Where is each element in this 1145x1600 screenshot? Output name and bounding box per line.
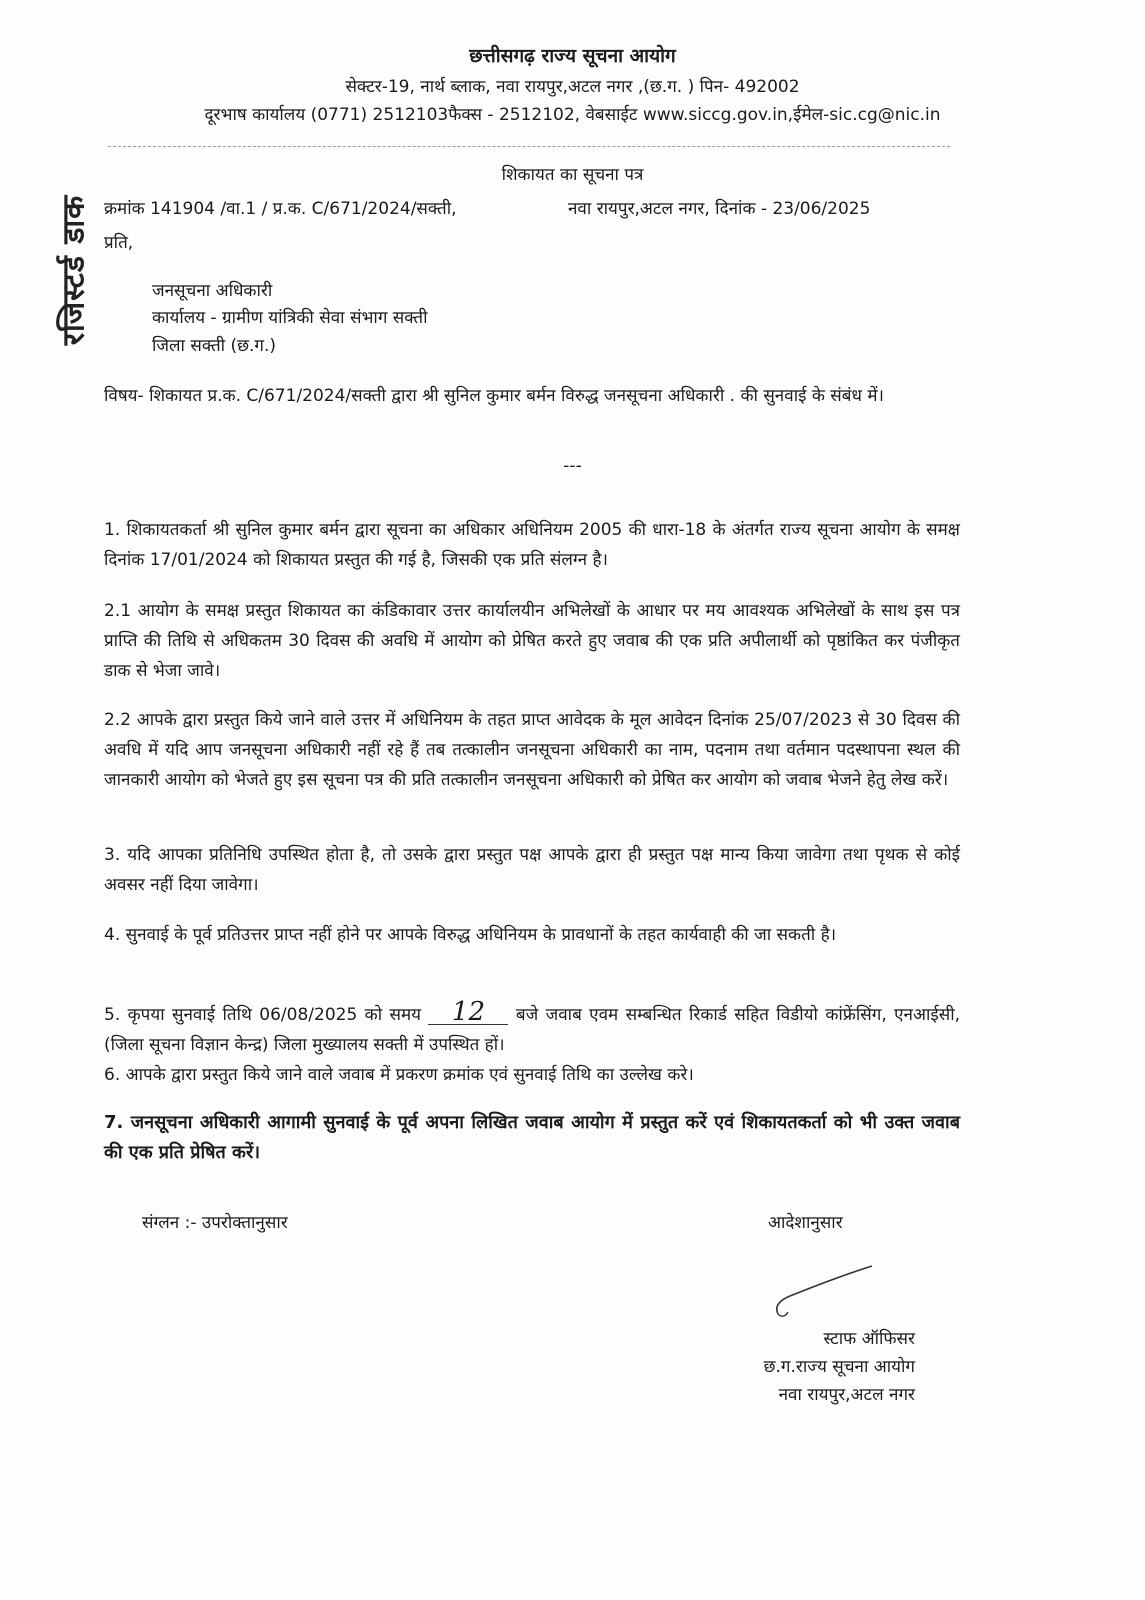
paragraph-7: 7. जनसूचना अधिकारी आगामी सुनवाई के पूर्व अपना लिखित जवाब आयोग में प्रस्तुत करें एवं शिकायतकर्ता को भी उक्त जवाब की एक प्रति प्रेषित करें।: [104, 1112, 960, 1163]
paragraph-1: 1. शिकायतकर्ता श्री सुनिल कुमार बर्मन द्वारा सूचना का अधिकार अधिनियम 2005 की धारा-18 के अंतर्गत राज्य सूचना आयोग के समक्ष दिनांक 17/01/2024 को शिकायत प्रस्तुत की गई है, जिसकी एक प्रति संलग्न है।: [104, 520, 960, 570]
to-label: प्रति,: [104, 233, 134, 253]
place-and-date: नवा रायपुर,अटल नगर, दिनांक - 23/06/2025: [568, 199, 871, 219]
paragraph-3: 3. यदि आपका प्रतिनिधि उपस्थित होता है, तो उसके द्वारा प्रस्तुत पक्ष आपके द्वारा ही प्रस्तुत पक्ष मान्य किया जावेगा तथा पृथक से कोई अवसर नहीं दिया जावेगा।: [104, 845, 960, 895]
enclosure: संग्लन :- उपरोक्तानुसार: [142, 1213, 288, 1233]
paragraph-5-rest: बजे जवाब एवम सम्बन्धित रिकार्ड सहित विडीयो कांफ्रेंसिंग, एनआईसी,(जिला सूचना विज्ञान केन्द्र) जिला मुख्यालय सक्ती में उपस्थित हों।: [104, 1005, 961, 1055]
registered-post-stamp: [46, 180, 98, 360]
signatory-place: नवा रायपुर,अटल नगर: [778, 1385, 915, 1405]
handwritten-time: 12: [428, 1000, 508, 1025]
signature: [770, 1262, 880, 1322]
recipient-line: जनसूचना अधिकारी: [152, 281, 273, 301]
separator: ---: [563, 456, 582, 476]
recipient-line: जिला सक्ती (छ.ग.): [152, 336, 277, 356]
stamp-text: रजिस्टर्ड डाक: [56, 194, 92, 346]
recipient-line: कार्यालय - ग्रामीण यांत्रिकी सेवा संभाग सक्ती: [152, 308, 428, 328]
paragraph-6: 6. आपके द्वारा प्रस्तुत किये जाने वाले जवाब में प्रकरण क्रमांक एवं सुनवाई तिथि का उल्लेख करे।: [104, 1065, 694, 1085]
org-contact: दूरभाष कार्यालय (0771) 2512103फैक्स - 2512102, वेबसाईट www.siccg.gov.in,ईमेल-sic.cg@nic.in: [204, 105, 941, 125]
header-divider: [108, 146, 950, 147]
signatory-title: स्टाफ ऑफिसर: [823, 1329, 915, 1349]
signatory-org: छ.ग.राज्य सूचना आयोग: [763, 1357, 915, 1377]
reference-number: क्रमांक 141904 /वा.1 / प्र.क. C/671/2024/सक्ती,: [104, 199, 457, 219]
by-order: आदेशानुसार: [768, 1213, 843, 1233]
paragraph-5: [104, 997, 961, 1060]
letter-type: शिकायत का सूचना पत्र: [501, 165, 644, 185]
subject: विषय- शिकायत प्र.क. C/671/2024/सक्ती द्वारा श्री सुनिल कुमार बर्मन विरुद्ध जनसूचना अधिकारी . की सुनवाई के संबंध में।: [104, 386, 884, 406]
org-address: सेक्टर-19, नार्थ ब्लाक, नवा रायपुर,अटल नगर ,(छ.ग. ) पिन- 492002: [345, 77, 800, 97]
paragraph-4: 4. सुनवाई के पूर्व प्रतिउत्तर प्राप्त नहीं होने पर आपके विरुद्ध अधिनियम के प्रावधानों के तहत कार्यवाही की जा सकती है।: [104, 925, 837, 945]
paragraph-2-2: 2.2 आपके द्वारा प्रस्तुत किये जाने वाले उत्तर में अधिनियम के तहत प्राप्त आवेदक के मूल आवेदन दिनांक 25/07/2023 से 30 दिवस की अवधि में यदि आप जनसूचना अधिकारी नहीं रहे हैं तब तत्कालीन जनसूचना अधिकारी का नाम, पदनाम तथा वर्तमान पदस्थापना स्थल की जानकारी आयोग को भेजते हुए इस सूचना पत्र की प्रति तत्कालीन जनसूचना अधिकारी को प्रेषित कर आयोग को जवाब भेजने हेतु लेख करें।: [104, 710, 960, 790]
paragraph-5-lead: 5. कृपया सुनवाई तिथि 06/08/2025 को समय: [104, 1005, 422, 1025]
paragraph-2-1: 2.1 आयोग के समक्ष प्रस्तुत शिकायत का कंडिकावार उत्तर कार्यालयीन अभिलेखों के आधार पर मय आवश्यक अभिलेखों के साथ इस पत्र प्राप्ति की तिथि से अधिकतम 30 दिवस की अवधि में आयोग को प्रेषित करते हुए जवाब की एक प्रति अपीलार्थी को पृष्ठांकित कर पंजीकृत डाक से भेजा जावे।: [104, 601, 960, 681]
org-name: छत्तीसगढ़ राज्य सूचना आयोग: [469, 45, 676, 67]
